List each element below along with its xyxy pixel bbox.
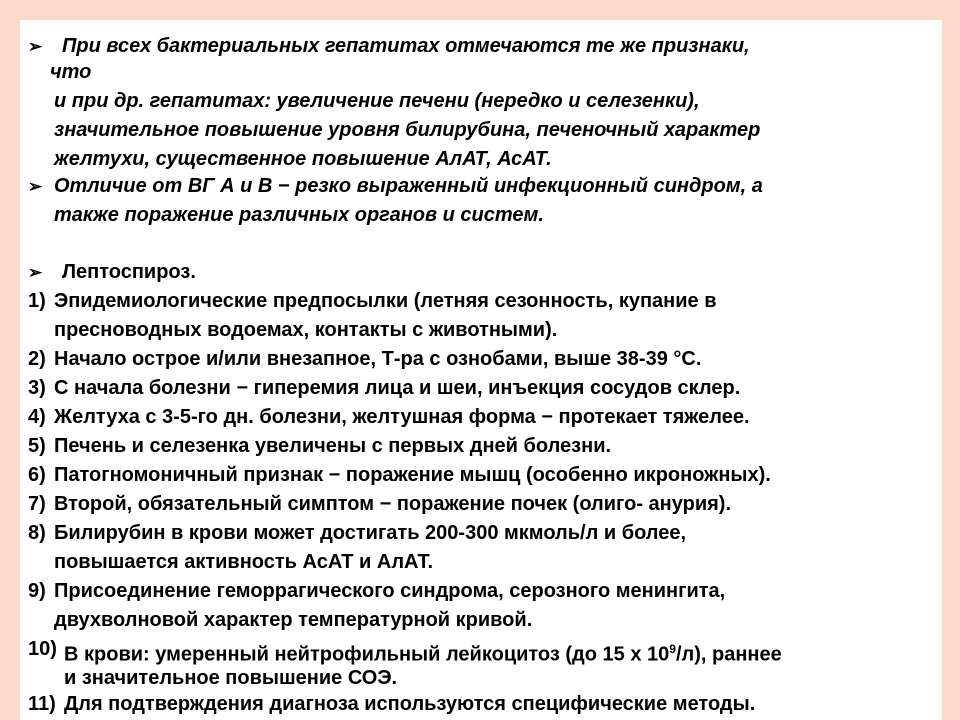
item-2-line-1: Начало острое и/или внезапное, Т-ра с ознобами, выше 38-39 °С. [54, 348, 702, 370]
item-4-line-1: Желтуха с 3-5-го дн. болезни, желтушная форма − протекает тяжелее. [54, 406, 750, 428]
bullet-2-line-1: Отличие от ВГ А и В − резко выраженный инфекционный синдром, а [54, 175, 763, 197]
item-number: 8) [28, 522, 46, 544]
item-number: 11) [28, 693, 56, 715]
item-number: 5) [28, 435, 46, 457]
item-5-line-1: Печень и селезенка увеличены с первых дней болезни. [54, 435, 612, 457]
item-number: 6) [28, 464, 46, 486]
bullet-1-line-5: желтухи, существенное повышение АлАТ, АсАТ. [54, 148, 552, 170]
arrow-bullet-icon: ➢ [28, 177, 43, 196]
item-number: 7) [28, 493, 46, 515]
item-6-line-1: Патогномоничный признак − поражение мышц (особенно икроножных). [54, 464, 771, 486]
item-9-line-1: Присоединение геморрагического синдрома, серозного менингита, [54, 580, 726, 602]
item-11-line-1: Для подтверждения диагноза используются специфические методы. [64, 693, 756, 715]
item-10-text-a: В крови: умеренный нейтрофильный лейкоцитоз (до 15 х 10 [64, 643, 670, 666]
item-number: 1) [28, 290, 46, 312]
item-3-line-1: С начала болезни − гиперемия лица и шеи, инъекция сосудов склер. [54, 377, 741, 399]
item-number: 4) [28, 406, 46, 428]
item-10-superscript: 9 [669, 642, 676, 656]
item-7-line-1: Второй, обязательный симптом − поражение почек (олиго- анурия). [54, 493, 732, 515]
bullet-1-line-4: значительное повышение уровня билирубина, печеночный характер [54, 119, 761, 141]
item-number: 9) [28, 580, 46, 602]
item-number: 3) [28, 377, 46, 399]
item-8-line-1: Билирубин в крови может достигать 200-300 мкмоль/л и более, [54, 522, 687, 544]
bullet-1-line-1: При всех бактериальных гепатитах отмечаются те же признаки, [62, 35, 750, 57]
arrow-bullet-icon: ➢ [28, 263, 43, 282]
item-10-line-2: и значительное повышение СОЭ. [64, 667, 398, 689]
item-8-line-2: повышается активность АсАТ и АлАТ. [54, 551, 434, 573]
bullet-1-line-2: что [50, 61, 92, 83]
section-title: Лептоспироз. [62, 261, 196, 283]
item-9-line-2: двухволновой характер температурной кривой. [54, 609, 533, 631]
item-10-text-b: /л), раннее [675, 643, 782, 666]
item-1-line-2: пресноводных водоемах, контакты с животными). [54, 319, 558, 341]
slide-panel [20, 20, 942, 720]
item-number: 10) [28, 638, 57, 660]
arrow-bullet-icon: ➢ [28, 37, 43, 56]
bullet-1-line-3: и при др. гепатитах: увеличение печени (нередко и селезенки), [54, 90, 700, 112]
item-1-line-1: Эпидемиологические предпосылки (летняя сезонность, купание в [54, 290, 717, 312]
item-number: 2) [28, 348, 46, 370]
bullet-2-line-2: также поражение различных органов и систем. [54, 204, 544, 226]
